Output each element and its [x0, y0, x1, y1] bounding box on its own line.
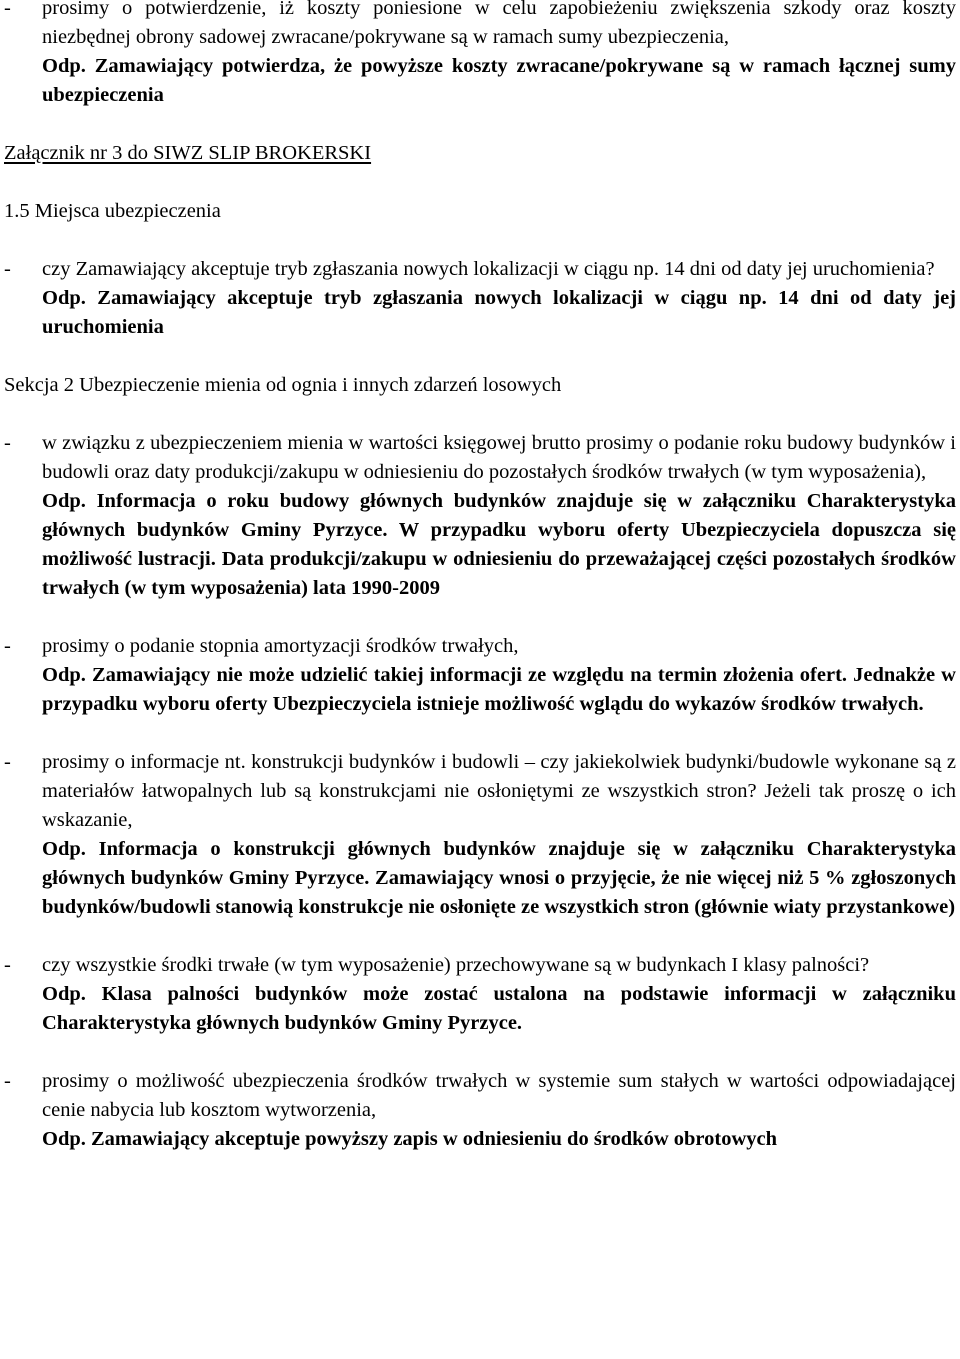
list-dash: -: [4, 1070, 11, 1092]
list-dash: -: [4, 0, 11, 19]
answer-text: Odp. Klasa palności budynków może zostać ustalona na podstawie informacji w załączniku Charakterystyka głównych budynków Gminy Pyrzyce.: [42, 983, 956, 1034]
question-text: prosimy o możliwość ubezpieczenia środków trwałych w systemie sum stałych w wartości odpowiadającej cenie nabycia lub kosztom wytworzenia,: [42, 1070, 956, 1121]
answer-text: Odp. Zamawiający nie może udzielić takiej informacji ze względu na termin złożenia ofert. Jednakże w przypadku wyboru oferty Ubezpieczyciela istnieje możliwość wglądu do wykazów środków trwałych.: [42, 664, 956, 715]
question-item: [0, 632, 960, 661]
question-item: [0, 429, 960, 487]
attachment-heading: Załącznik nr 3 do SIWZ SLIP BROKERSKI: [4, 142, 372, 164]
list-dash: -: [4, 258, 11, 280]
answer-text: Odp. Informacja o roku budowy głównych budynków znajduje się w załączniku Charakterystyka głównych budynków Gminy Pyrzyce. W przypadku wyboru oferty Ubezpieczyciela dopuszcza się możliwość lustracji. Data produkcji/zakupu w odniesieniu do przeważającej części pozostałych środków trwałych (w tym wyposażenia) lata 1990-2009: [42, 490, 956, 599]
question-text: prosimy o potwierdzenie, iż koszty poniesione w celu zapobieżeniu zwiększenia szkody oraz koszty niezbędnej obrony sadowej zwracane/pokrywane są w ramach sumy ubezpieczenia,: [42, 0, 956, 48]
question-text: czy wszystkie środki trwałe (w tym wyposażenie) przechowywane są w budynkach I klasy palności?: [42, 954, 870, 976]
question-text: w związku z ubezpieczeniem mienia w wartości księgowej brutto prosimy o podanie roku budowy budynków i budowli oraz daty produkcji/zakupu w odniesieniu do pozostałych środków trwałych (w tym wyposażenia),: [42, 432, 956, 483]
list-dash: -: [4, 751, 11, 773]
question-item: [0, 0, 960, 52]
answer-text: Odp. Zamawiający akceptuje tryb zgłaszania nowych lokalizacji w ciągu np. 14 dni od daty jej uruchomienia: [42, 287, 956, 338]
question-item: [0, 951, 960, 980]
list-dash: -: [4, 635, 11, 657]
question-text: prosimy o podanie stopnia amortyzacji środków trwałych,: [42, 635, 519, 657]
section-heading: 1.5 Miejsca ubezpieczenia: [4, 200, 221, 222]
section-heading: Sekcja 2 Ubezpieczenie mienia od ognia i innych zdarzeń losowych: [4, 374, 562, 396]
question-text: czy Zamawiający akceptuje tryb zgłaszania nowych lokalizacji w ciągu np. 14 dni od daty jej uruchomienia?: [42, 258, 935, 280]
list-dash: -: [4, 432, 11, 454]
answer-text: Odp. Informacja o konstrukcji głównych budynków znajduje się w załączniku Charakterystyka głównych budynków Gminy Pyrzyce. Zamawiający wnosi o przyjęcie, że nie więcej niż 5 % zgłoszonych budynków/budowli stanowią konstrukcje nie osłonięte ze wszystkich stron (głównie wiaty przystankowe): [42, 838, 956, 918]
list-dash: -: [4, 954, 11, 976]
question-text: prosimy o informacje nt. konstrukcji budynków i budowli – czy jakiekolwiek budynki/budowle wykonane są z materiałów łatwopalnych lub są konstrukcjami nie osłoniętymi ze wszystkich stron? Jeżeli tak proszę o ich wskazanie,: [42, 751, 956, 831]
answer-text: Odp. Zamawiający potwierdza, że powyższe koszty zwracane/pokrywane są w ramach łącznej sumy ubezpieczenia: [42, 55, 956, 106]
question-item: [0, 748, 960, 835]
question-item: [0, 255, 960, 284]
question-item: [0, 1067, 960, 1125]
answer-text: Odp. Zamawiający akceptuje powyższy zapis w odniesieniu do środków obrotowych: [42, 1128, 778, 1150]
